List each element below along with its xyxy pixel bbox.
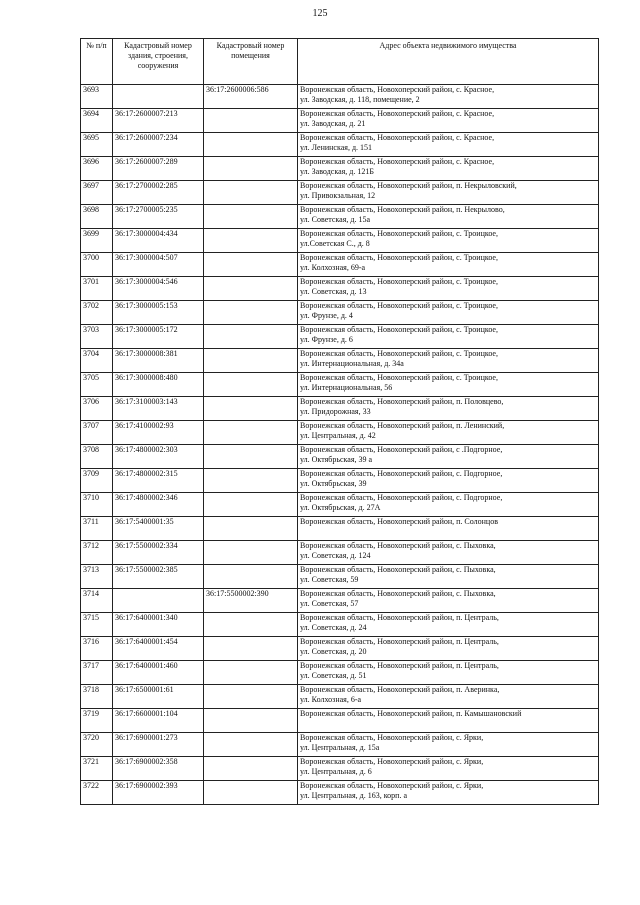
page-number: 125 xyxy=(312,8,328,19)
row-number-cell: 3710 xyxy=(81,493,113,517)
building-cadastral-cell: 36:17:3000004:507 xyxy=(113,253,204,277)
premises-cadastral-cell xyxy=(204,661,298,685)
building-cadastral-cell: 36:17:2700005:235 xyxy=(113,205,204,229)
building-cadastral-cell: 36:17:4800002:303 xyxy=(113,445,204,469)
row-number-cell: 3712 xyxy=(81,541,113,565)
table-row xyxy=(81,613,599,637)
premises-cadastral-cell xyxy=(204,493,298,517)
address-cell xyxy=(298,541,599,565)
building-cadastral-cell: 36:17:3000005:172 xyxy=(113,325,204,349)
address-line-street: ул. Заводская, д. 21 xyxy=(300,119,366,128)
address-cell xyxy=(298,517,599,541)
address-line-region: Воронежская область, Новохоперский район, п. Некрыловский, xyxy=(300,181,517,190)
row-number-cell: 3702 xyxy=(81,301,113,325)
premises-cadastral-cell xyxy=(204,349,298,373)
property-registry-table xyxy=(80,38,599,805)
address-cell xyxy=(298,277,599,301)
address-line-street: ул. Советская, 57 xyxy=(300,599,359,608)
building-cadastral-cell: 36:17:4800002:315 xyxy=(113,469,204,493)
row-number-cell: 3717 xyxy=(81,661,113,685)
address-line-region: Воронежская область, Новохоперский район, с. Троицкое, xyxy=(300,373,498,382)
table-header-row xyxy=(81,39,599,85)
address-cell xyxy=(298,709,599,733)
premises-cadastral-cell xyxy=(204,277,298,301)
premises-cadastral-cell xyxy=(204,637,298,661)
header-row-number: № п/п xyxy=(81,39,113,85)
header-premises-cadastral: Кадастровый номер помещения xyxy=(204,39,298,85)
table-row xyxy=(81,469,599,493)
address-cell xyxy=(298,445,599,469)
address-line-region: Воронежская область, Новохоперский район, с. Подгорное, xyxy=(300,469,503,478)
address-line-street: ул. Привокзальная, 12 xyxy=(300,191,376,200)
premises-cadastral-cell xyxy=(204,685,298,709)
table-row xyxy=(81,541,599,565)
table-row xyxy=(81,637,599,661)
address-line-region: Воронежская область, Новохоперский район, п. Централь, xyxy=(300,661,499,670)
address-line-region: Воронежская область, Новохоперский район, с. Троицкое, xyxy=(300,253,498,262)
address-line-street: ул. Советская, д. 15а xyxy=(300,215,371,224)
table-row xyxy=(81,661,599,685)
row-number-cell: 3719 xyxy=(81,709,113,733)
address-line-street: ул. Придорожная, 33 xyxy=(300,407,371,416)
table-row xyxy=(81,205,599,229)
building-cadastral-cell: 36:17:4100002:93 xyxy=(113,421,204,445)
table-row xyxy=(81,589,599,613)
table-row xyxy=(81,85,599,109)
address-line-street: ул.Советская С., д. 8 xyxy=(300,239,370,248)
row-number-cell: 3706 xyxy=(81,397,113,421)
address-cell xyxy=(298,133,599,157)
address-line-region: Воронежская область, Новохоперский район, с. Пыховка, xyxy=(300,541,496,550)
table-row xyxy=(81,349,599,373)
address-cell xyxy=(298,349,599,373)
address-line-region: Воронежская область, Новохоперский район, с. Троицкое, xyxy=(300,229,498,238)
row-number-cell: 3714 xyxy=(81,589,113,613)
row-number-cell: 3698 xyxy=(81,205,113,229)
row-number-cell: 3704 xyxy=(81,349,113,373)
premises-cadastral-cell xyxy=(204,253,298,277)
row-number-cell: 3693 xyxy=(81,85,113,109)
building-cadastral-cell: 36:17:2600007:213 xyxy=(113,109,204,133)
table-row xyxy=(81,277,599,301)
building-cadastral-cell: 36:17:6400001:340 xyxy=(113,613,204,637)
table-row xyxy=(81,685,599,709)
address-line-region: Воронежская область, Новохоперский район, с. Красное, xyxy=(300,109,495,118)
premises-cadastral-cell xyxy=(204,757,298,781)
address-line-region: Воронежская область, Новохоперский район, с. Ярки, xyxy=(300,781,484,790)
address-cell xyxy=(298,661,599,685)
table-row xyxy=(81,517,599,541)
address-cell xyxy=(298,493,599,517)
address-line-region: Воронежская область, Новохоперский район, с. Ярки, xyxy=(300,733,484,742)
address-line-region: Воронежская область, Новохоперский район, с. Пыховка, xyxy=(300,565,496,574)
table-row xyxy=(81,109,599,133)
address-line-region: Воронежская область, Новохоперский район, п. Централь, xyxy=(300,637,499,646)
premises-cadastral-cell xyxy=(204,781,298,805)
building-cadastral-cell: 36:17:2600007:234 xyxy=(113,133,204,157)
address-cell xyxy=(298,421,599,445)
address-line-street: ул. Советская, д. 51 xyxy=(300,671,367,680)
address-line-street: ул. Центральная, д. 163, корп. а xyxy=(300,791,407,800)
address-cell xyxy=(298,733,599,757)
row-number-cell: 3699 xyxy=(81,229,113,253)
address-line-street: ул. Колхозная, 6-а xyxy=(300,695,362,704)
row-number-cell: 3715 xyxy=(81,613,113,637)
address-line-street: ул. Заводская, д. 118, помещение, 2 xyxy=(300,95,420,104)
row-number-cell: 3705 xyxy=(81,373,113,397)
address-line-street: ул. Центральная, д. 6 xyxy=(300,767,372,776)
table-row xyxy=(81,493,599,517)
premises-cadastral-cell xyxy=(204,133,298,157)
table-row xyxy=(81,709,599,733)
row-number-cell: 3709 xyxy=(81,469,113,493)
address-line-street: ул. Советская, д. 13 xyxy=(300,287,367,296)
building-cadastral-cell: 36:17:6400001:454 xyxy=(113,637,204,661)
premises-cadastral-cell xyxy=(204,469,298,493)
table-row xyxy=(81,781,599,805)
premises-cadastral-cell xyxy=(204,157,298,181)
address-line-region: Воронежская область, Новохоперский район, с. Пыховка, xyxy=(300,589,496,598)
address-line-street: ул. Интернациональная, 56 xyxy=(300,383,393,392)
address-cell xyxy=(298,157,599,181)
address-line-region: Воронежская область, Новохоперский район, с. Троицкое, xyxy=(300,325,498,334)
table-body xyxy=(81,85,599,805)
premises-cadastral-cell xyxy=(204,205,298,229)
row-number-cell: 3695 xyxy=(81,133,113,157)
table-row xyxy=(81,181,599,205)
table-row xyxy=(81,565,599,589)
address-cell xyxy=(298,781,599,805)
address-line-region: Воронежская область, Новохоперский район, с. Красное, xyxy=(300,157,495,166)
address-line-region: Воронежская область, Новохоперский район, с. Ярки, xyxy=(300,757,484,766)
premises-cadastral-cell xyxy=(204,613,298,637)
building-cadastral-cell: 36:17:5500002:385 xyxy=(113,565,204,589)
address-cell xyxy=(298,301,599,325)
building-cadastral-cell: 36:17:3000005:153 xyxy=(113,301,204,325)
table-row xyxy=(81,421,599,445)
address-cell xyxy=(298,397,599,421)
premises-cadastral-cell xyxy=(204,373,298,397)
address-line-region: Воронежская область, Новохоперский район, с. Троицкое, xyxy=(300,349,498,358)
premises-cadastral-cell xyxy=(204,301,298,325)
address-line-region: Воронежская область, Новохоперский район, п. Некрылово, xyxy=(300,205,505,214)
premises-cadastral-cell xyxy=(204,325,298,349)
table-row xyxy=(81,733,599,757)
row-number-cell: 3718 xyxy=(81,685,113,709)
address-line-street: ул. Советская, д. 20 xyxy=(300,647,367,656)
building-cadastral-cell xyxy=(113,589,204,613)
table-row xyxy=(81,757,599,781)
address-cell xyxy=(298,565,599,589)
address-cell xyxy=(298,685,599,709)
premises-cadastral-cell xyxy=(204,397,298,421)
table-row xyxy=(81,133,599,157)
row-number-cell: 3700 xyxy=(81,253,113,277)
address-line-region: Воронежская область, Новохоперский район, с .Подгорное, xyxy=(300,445,503,454)
header-building-cadastral: Кадастровый номер здания, строения, сооружения xyxy=(113,39,204,85)
address-line-street: ул. Октябрьская, д. 27А xyxy=(300,503,381,512)
address-cell xyxy=(298,373,599,397)
row-number-cell: 3721 xyxy=(81,757,113,781)
address-line-region: Воронежская область, Новохоперский район, с. Подгорное, xyxy=(300,493,503,502)
address-line-street: ул. Заводская, д. 121Б xyxy=(300,167,374,176)
table-row xyxy=(81,325,599,349)
address-line-street: ул. Интернациональная, д. 34а xyxy=(300,359,404,368)
row-number-cell: 3701 xyxy=(81,277,113,301)
address-line-region: Воронежская область, Новохоперский район, п. Централь, xyxy=(300,613,499,622)
building-cadastral-cell: 36:17:2600007:289 xyxy=(113,157,204,181)
address-line-street: ул. Фрунзе, д. 6 xyxy=(300,335,353,344)
address-line-street: ул. Ленинская, д. 151 xyxy=(300,143,373,152)
address-cell xyxy=(298,469,599,493)
premises-cadastral-cell xyxy=(204,229,298,253)
row-number-cell: 3708 xyxy=(81,445,113,469)
address-cell xyxy=(298,181,599,205)
building-cadastral-cell: 36:17:6600001:104 xyxy=(113,709,204,733)
premises-cadastral-cell xyxy=(204,733,298,757)
address-cell xyxy=(298,613,599,637)
address-cell xyxy=(298,205,599,229)
table-row xyxy=(81,397,599,421)
address-line-region: Воронежская область, Новохоперский район, с. Троицкое, xyxy=(300,277,498,286)
address-cell xyxy=(298,637,599,661)
building-cadastral-cell: 36:17:5400001:35 xyxy=(113,517,204,541)
building-cadastral-cell: 36:17:5500002:334 xyxy=(113,541,204,565)
address-cell xyxy=(298,757,599,781)
building-cadastral-cell: 36:17:4800002:346 xyxy=(113,493,204,517)
premises-cadastral-cell xyxy=(204,709,298,733)
header-address: Адрес объекта недвижимого имущества xyxy=(298,39,599,85)
address-line-region: Воронежская область, Новохоперский район, с. Красное, xyxy=(300,85,495,94)
table-row xyxy=(81,445,599,469)
building-cadastral-cell: 36:17:6900001:273 xyxy=(113,733,204,757)
address-line-street: ул. Колхозная, 69-а xyxy=(300,263,366,272)
premises-cadastral-cell xyxy=(204,565,298,589)
row-number-cell: 3697 xyxy=(81,181,113,205)
address-line-region: Воронежская область, Новохоперский район, п. Ленинский, xyxy=(300,421,505,430)
address-line-street: ул. Фрунзе, д. 4 xyxy=(300,311,353,320)
building-cadastral-cell: 36:17:3000004:546 xyxy=(113,277,204,301)
row-number-cell: 3703 xyxy=(81,325,113,349)
row-number-cell: 3696 xyxy=(81,157,113,181)
address-line-street: ул. Октябрьская, 39 а xyxy=(300,455,373,464)
address-cell xyxy=(298,253,599,277)
building-cadastral-cell: 36:17:2700002:285 xyxy=(113,181,204,205)
premises-cadastral-cell xyxy=(204,541,298,565)
address-cell xyxy=(298,85,599,109)
building-cadastral-cell: 36:17:3100003:143 xyxy=(113,397,204,421)
address-line-street: ул. Центральная, д. 42 xyxy=(300,431,376,440)
address-line-region: Воронежская область, Новохоперский район, п. Аверинка, xyxy=(300,685,500,694)
address-cell xyxy=(298,229,599,253)
building-cadastral-cell: 36:17:6500001:61 xyxy=(113,685,204,709)
row-number-cell: 3713 xyxy=(81,565,113,589)
row-number-cell: 3711 xyxy=(81,517,113,541)
table-row xyxy=(81,157,599,181)
address-cell xyxy=(298,109,599,133)
address-cell xyxy=(298,325,599,349)
address-cell xyxy=(298,589,599,613)
address-line-region: Воронежская область, Новохоперский район, п. Половцево, xyxy=(300,397,504,406)
premises-cadastral-cell xyxy=(204,517,298,541)
building-cadastral-cell: 36:17:6900002:358 xyxy=(113,757,204,781)
premises-cadastral-cell xyxy=(204,181,298,205)
row-number-cell: 3716 xyxy=(81,637,113,661)
row-number-cell: 3694 xyxy=(81,109,113,133)
address-line-region: Воронежская область, Новохоперский район, п. Камышановский xyxy=(300,709,522,718)
premises-cadastral-cell: 36:17:5500002:390 xyxy=(204,589,298,613)
premises-cadastral-cell xyxy=(204,109,298,133)
address-line-region: Воронежская область, Новохоперский район, п. Солонцов xyxy=(300,517,498,526)
premises-cadastral-cell: 36:17:2600006:586 xyxy=(204,85,298,109)
address-line-street: ул. Советская, д. 124 xyxy=(300,551,371,560)
address-line-street: ул. Октябрьская, 39 xyxy=(300,479,367,488)
building-cadastral-cell: 36:17:6400001:460 xyxy=(113,661,204,685)
address-line-region: Воронежская область, Новохоперский район, с. Красное, xyxy=(300,133,495,142)
premises-cadastral-cell xyxy=(204,445,298,469)
building-cadastral-cell: 36:17:6900002:393 xyxy=(113,781,204,805)
table-row xyxy=(81,301,599,325)
row-number-cell: 3707 xyxy=(81,421,113,445)
table-row xyxy=(81,373,599,397)
building-cadastral-cell: 36:17:3000008:381 xyxy=(113,349,204,373)
address-line-street: ул. Советская, д. 24 xyxy=(300,623,367,632)
building-cadastral-cell: 36:17:3000008:480 xyxy=(113,373,204,397)
building-cadastral-cell xyxy=(113,85,204,109)
table-row xyxy=(81,229,599,253)
premises-cadastral-cell xyxy=(204,421,298,445)
building-cadastral-cell: 36:17:3000004:434 xyxy=(113,229,204,253)
address-line-street: ул. Центральная, д. 15а xyxy=(300,743,380,752)
address-line-street: ул. Советская, 59 xyxy=(300,575,359,584)
row-number-cell: 3722 xyxy=(81,781,113,805)
row-number-cell: 3720 xyxy=(81,733,113,757)
table-row xyxy=(81,253,599,277)
address-line-region: Воронежская область, Новохоперский район, с. Троицкое, xyxy=(300,301,498,310)
